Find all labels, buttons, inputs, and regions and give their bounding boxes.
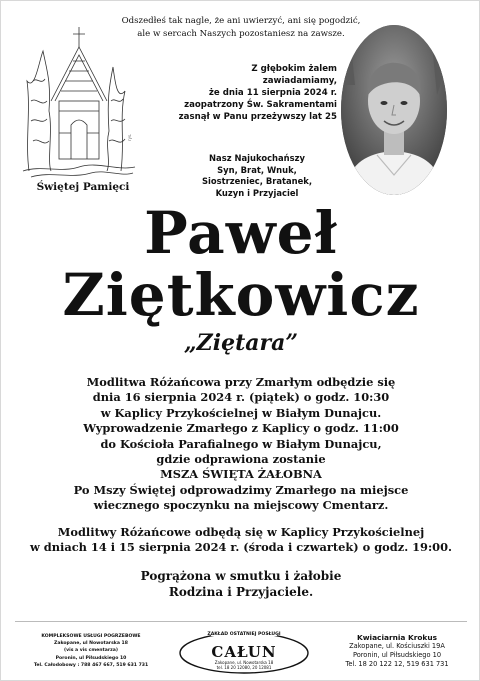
logo-top-text: ZAKŁAD OSTATNIEJ POSŁUGI — [207, 632, 281, 637]
mourning-line: Pogrążona w smutku i żałobie — [140, 569, 342, 583]
nickname: „Ziętara” — [184, 330, 298, 356]
svg-text:rys.: rys. — [127, 133, 132, 141]
announcement-line: że dnia 11 sierpnia 2024 r. — [208, 88, 337, 98]
chapel-drawing — [21, 21, 137, 181]
logo-name: CAŁUN — [211, 643, 277, 661]
florist-info — [319, 633, 475, 669]
family-relations — [197, 153, 317, 199]
announcement-line: zaopatrzony Św. Sakramentami — [184, 100, 337, 110]
farewell-quote — [121, 15, 361, 41]
ceremony-line: Wyprowadzenie Zmarłego z Kaplicy o godz. 11:00 — [83, 421, 399, 436]
ceremony-line: Modlitwa Różańcowa przy Zmarłym odbędzie się — [86, 375, 396, 389]
mourning-line: Rodzina i Przyjaciele. — [168, 585, 314, 599]
services-line: (vis a vis cmentarza) — [64, 648, 118, 654]
logo-address: Zakopane, ul. Nowotarska 18 — [214, 660, 274, 665]
ceremony-line: Po Mszy Świętej odprowadzimy Zmarłego na miejsce — [73, 482, 409, 497]
first-name: Paweł — [144, 199, 338, 267]
mourning-signature — [21, 568, 461, 600]
florist-phone: Tel. 18 20 122 12, 519 631 731 — [345, 660, 449, 668]
announcement-line: zasnął w Panu przeżywszy lat 25 — [178, 112, 337, 122]
florist-line: Poronin, ul Piłsudskiego 10 — [352, 651, 442, 659]
ceremony-details — [21, 375, 461, 514]
funeral-services-info — [11, 633, 171, 669]
florist-line: Zakopane, ul. Kościuszki 19A — [349, 642, 445, 650]
prayer-schedule — [9, 525, 473, 556]
family-line: Siostrzeniec, Bratanek, — [201, 176, 313, 186]
ceremony-line: MSZA ŚWIĘTA ŻAŁOBNA — [160, 467, 322, 482]
announcement-line: Z głębokim żalem zawiadamiamy, — [251, 64, 337, 86]
memory-label: Świętej Pamięci — [36, 181, 130, 193]
ceremony-line: w Kaplicy Przykościelnej w Białym Dunajcu. — [100, 405, 382, 420]
family-line: Syn, Brat, Wnuk, — [217, 164, 297, 175]
family-line: Kuzyn i Przyjaciel — [215, 187, 299, 198]
ceremony-line: dnia 16 sierpnia 2024 r. (piątek) o godz. 10:30 — [92, 390, 390, 405]
last-name: Ziętkowicz — [62, 261, 420, 329]
quote-line: Odszedłeś tak nagle, że ani uwierzyć, ani się pogodzić, — [121, 16, 361, 26]
death-announcement — [177, 63, 337, 123]
footer-divider — [15, 621, 467, 622]
logo-phone: tel. 18 20 12080, 20 12081 — [216, 665, 272, 670]
prayer-line: Modlitwy Różańcowe odbędą się w Kaplicy Przykościelnej — [57, 525, 425, 539]
quote-line: ale w sercach Naszych pozostaniesz na zawsze. — [137, 29, 345, 39]
ceremony-line: wiecznego spoczynku na miejscowy Cmentarz. — [93, 498, 389, 513]
portrait-photo — [341, 25, 447, 195]
family-line: Nasz Najukochańszy — [209, 153, 305, 163]
prayer-line: w dniach 14 i 15 sierpnia 2024 r. (środa i czwartek) o godz. 19:00. — [29, 540, 452, 555]
ceremony-line: gdzie odprawiona zostanie — [156, 452, 326, 467]
services-phone: Tel. Całodobowy : 788 467 667, 519 631 731 — [33, 662, 149, 668]
services-line: Poronin, ul Piłsudskiego 10 — [55, 655, 127, 661]
services-title: KOMPLEKSOWE USŁUGI POGRZEBOWE — [41, 634, 141, 639]
portrait-image — [341, 25, 447, 195]
florist-title: Kwiaciarnia Krokus — [356, 633, 437, 642]
calun-logo — [177, 627, 311, 675]
services-line: Zakopane, ul Nowotarska 18 — [54, 641, 128, 647]
ceremony-line: do Kościoła Parafialnego w Białym Dunajcu, — [100, 436, 382, 451]
